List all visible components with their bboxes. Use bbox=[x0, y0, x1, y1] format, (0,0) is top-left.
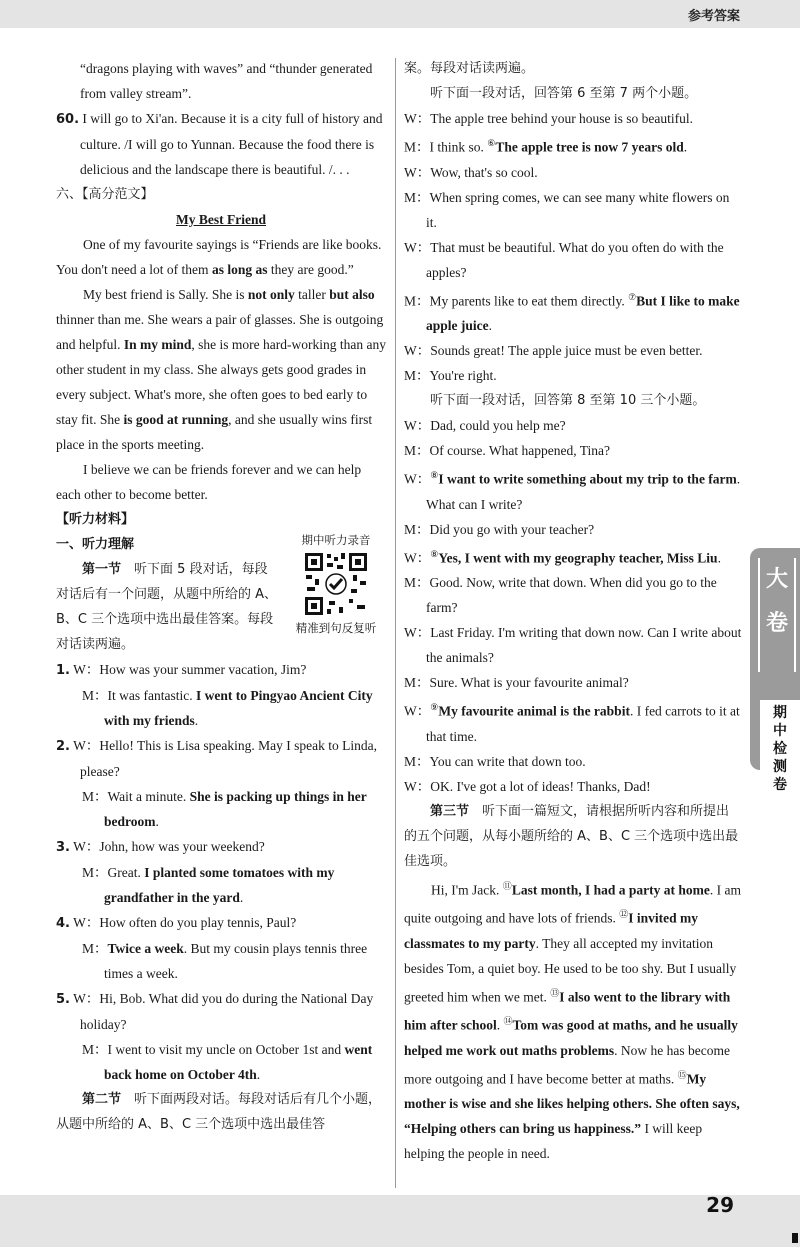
left-column bbox=[56, 56, 386, 1137]
side-tab bbox=[750, 548, 800, 793]
text: . bbox=[496, 1017, 504, 1033]
dialogue-line bbox=[404, 285, 742, 339]
page-number: 29 bbox=[706, 1193, 734, 1217]
part-2-instructions bbox=[56, 1087, 386, 1137]
text: M：I went to visit my uncle on October 1st and bbox=[82, 1042, 345, 1057]
text: . I am quite outgoing and have lots of friends. bbox=[404, 882, 741, 926]
text: W：That must be beautiful. What do you often do with the apples? bbox=[404, 239, 724, 280]
answer-key: She is packing up things in her bedroom bbox=[104, 789, 367, 829]
text: W：Last Friday. I'm writing that down now. Can I write about the animals? bbox=[404, 625, 742, 665]
dialogue-line bbox=[404, 695, 742, 749]
dialogue-line-m bbox=[56, 1037, 386, 1087]
item-number: 3. bbox=[56, 840, 70, 855]
text: . They all accepted my invitation besides Tom, a quiet boy. He used to be too shy. But I usually greeted him when we met. bbox=[404, 935, 737, 1004]
dialogue-line bbox=[404, 749, 742, 774]
answer-key: I want to write something about my trip to the farm bbox=[438, 471, 737, 487]
question-marker: ⑥ bbox=[487, 138, 496, 148]
dialogue-line bbox=[404, 517, 742, 542]
dialogue-1-instruction: 听下面一段对话，回答第 6 至第 7 两个小题。 bbox=[430, 86, 698, 101]
dialogue-line-w bbox=[56, 657, 386, 683]
text: W： bbox=[404, 550, 431, 565]
key-phrase: as long as bbox=[211, 262, 268, 277]
section-6-label: 六、【高分范文】 bbox=[56, 187, 154, 202]
text: W：Dad, could you help me? bbox=[404, 418, 566, 433]
question-60-text: I will go to Xi'an. Because it is a city full of history and culture. /I will go to Yunnan. Because the food there is delicious and the landscape there is beautiful. /. . . bbox=[80, 111, 383, 177]
dialogue-2 bbox=[404, 413, 742, 799]
answer-key: I invited my classmates to my party bbox=[404, 910, 698, 951]
list-item bbox=[56, 733, 386, 834]
text: W：Hi, Bob. What did you do during the National Day holiday? bbox=[73, 991, 374, 1032]
dialogue-line bbox=[404, 620, 742, 670]
side-tab-label bbox=[760, 700, 800, 824]
text: . bbox=[239, 890, 244, 905]
question-marker: ⑧ bbox=[430, 470, 439, 480]
dialogue-line-m bbox=[56, 784, 386, 834]
tab-char: 测 bbox=[773, 759, 787, 775]
dialogue-line-m bbox=[56, 860, 386, 910]
essay-paragraph-2 bbox=[56, 282, 386, 457]
dialogue-line bbox=[404, 185, 742, 235]
qr-caption-bottom: 精准到句反复听 bbox=[295, 621, 377, 635]
part-3-instructions bbox=[404, 799, 742, 874]
dialogue-line bbox=[404, 570, 742, 620]
question-marker: ⑮ bbox=[677, 1069, 687, 1080]
question-number: 60. bbox=[56, 112, 80, 127]
dialogue-line-m bbox=[56, 936, 386, 986]
text: thinner than me. She wears a pair of glasses. She is outgoing and helpful. bbox=[56, 312, 384, 352]
text: M：You're right. bbox=[404, 368, 497, 383]
text: M：When spring comes, we can see many white flowers on it. bbox=[404, 189, 730, 230]
answer-key: Tom was good at maths, and he usually helped me work out maths problems bbox=[404, 1017, 738, 1058]
text: W：Sounds great! The apple juice must be even better. bbox=[404, 343, 703, 358]
text: M：Did you go with your teacher? bbox=[404, 521, 595, 537]
text: M：My parents like to eat them directly. bbox=[404, 293, 629, 308]
tab-char: 大 bbox=[765, 567, 788, 592]
qr-caption-top: 期中听力录音 bbox=[301, 533, 371, 547]
listening-label: 【听力材料】 bbox=[56, 512, 135, 527]
tab-char: 卷 bbox=[773, 777, 787, 793]
text: Hi, I'm Jack. bbox=[431, 882, 503, 897]
item-number: 1. bbox=[56, 663, 70, 678]
answer-key: The apple tree is now 7 years old bbox=[495, 139, 684, 155]
header-title: 参考答案 bbox=[687, 9, 740, 24]
corner-mark bbox=[792, 1233, 798, 1243]
text: M：Good. Now, write that down. When did you go to the farm? bbox=[404, 575, 717, 615]
dialogue-line bbox=[404, 542, 742, 571]
text: W：How was your summer vacation, Jim? bbox=[73, 662, 307, 677]
text: taller bbox=[294, 287, 330, 302]
part-text: 听下面 5 段对话，每段对话后有一个问题，从题中所给的 A、B、C 三个选项中选出最佳答案。每段对话读两遍。 bbox=[56, 562, 278, 652]
answer-key: went back home on October 4th bbox=[104, 1042, 373, 1082]
text: W： bbox=[404, 471, 431, 487]
essay-title: My Best Friend bbox=[176, 212, 266, 227]
dialogue-list bbox=[56, 657, 386, 1087]
header-band bbox=[0, 0, 800, 28]
question-marker: ⑫ bbox=[619, 909, 629, 919]
question-marker: ⑨ bbox=[430, 702, 439, 712]
text: W：Wow, that's so cool. bbox=[404, 164, 538, 180]
list-item bbox=[56, 986, 386, 1087]
dialogue-line bbox=[404, 463, 742, 517]
dialogue-line bbox=[404, 363, 742, 388]
listening-passage bbox=[404, 874, 742, 1167]
item-number: 5. bbox=[56, 992, 70, 1007]
text: M：Sure. What is your favourite animal? bbox=[404, 675, 629, 690]
text: . bbox=[488, 318, 492, 333]
answer-key: My favourite animal is the rabbit bbox=[438, 703, 630, 719]
dialogue-2-instruction: 听下面一段对话，回答第 8 至第 10 三个小题。 bbox=[430, 393, 706, 408]
text: W：OK. I've got a lot of ideas! Thanks, Dad! bbox=[404, 778, 651, 794]
text: W： bbox=[404, 703, 431, 719]
part-name: 第二节 bbox=[82, 1092, 122, 1107]
text: I will keep helping the people in need. bbox=[404, 1121, 703, 1161]
answer-key: My mother is wise and she likes helping others. She often says, “Helping others can bring us happiness.” bbox=[404, 1071, 740, 1136]
qr-code-icon[interactable] bbox=[303, 551, 369, 617]
text: they are good.” bbox=[267, 262, 354, 277]
text: . bbox=[256, 1067, 261, 1082]
item-number: 4. bbox=[56, 916, 70, 931]
right-column bbox=[404, 56, 742, 1166]
answer-key: I went to Pingyao Ancient City with my friends bbox=[104, 688, 373, 728]
qr-block bbox=[286, 532, 386, 636]
text: . Now he has become more outgoing and I have become better at maths. bbox=[404, 1042, 730, 1086]
dialogue-line-m bbox=[56, 683, 386, 733]
answer-key: Last month, I had a party at home bbox=[511, 882, 710, 897]
text: , she is more hard-working than any other student in my class. She always gets good grades in every subject. What's more, she often goes to bed early to stay fit. She bbox=[56, 337, 386, 427]
question-marker: ⑦ bbox=[628, 291, 637, 302]
part-text: 听下面两段对话。每段对话后有几个小题，从题中所给的 A、B、C 三个选项中选出最佳答 bbox=[56, 1092, 382, 1132]
question-marker: ⑪ bbox=[502, 880, 512, 891]
text: One of my favourite sayings is “Friends are like books. You don't need a lot of them bbox=[56, 237, 382, 277]
text: My best friend is Sally. She is bbox=[83, 287, 248, 302]
section-1-label: 一、听力理解 bbox=[56, 537, 135, 552]
dialogue-line-w bbox=[56, 834, 386, 860]
question-marker: ⑭ bbox=[503, 1016, 513, 1026]
text: W：Hello! This is Lisa speaking. May I speak to Linda, please? bbox=[73, 738, 377, 779]
text: , and she usually wins first place in the sports meeting. bbox=[56, 412, 373, 452]
text: W：The apple tree behind your house is so beautiful. bbox=[404, 111, 694, 126]
answer-key: I planted some tomatoes with my grandfather in the yard bbox=[104, 865, 335, 905]
answer-key: But I like to make apple juice bbox=[426, 293, 740, 333]
text: M：You can write that down too. bbox=[404, 753, 586, 769]
essay-paragraph-1 bbox=[56, 232, 386, 282]
question-60 bbox=[56, 106, 386, 182]
dialogue-line bbox=[404, 413, 742, 438]
part-text: 听下面一篇短文，请根据所听内容和所提出的五个问题，从每小题所给的 A、B、C 三个选项中选出最佳选项。 bbox=[404, 803, 739, 869]
dialogue-line bbox=[404, 131, 742, 160]
dialogue-line bbox=[404, 235, 742, 285]
dialogue-line-w bbox=[56, 986, 386, 1037]
dialogue-line bbox=[404, 438, 742, 463]
answer-key: Yes, I went with my geography teacher, Miss Liu bbox=[438, 550, 718, 565]
tab-char: 卷 bbox=[765, 611, 788, 636]
column-divider bbox=[395, 58, 396, 1188]
list-item bbox=[56, 910, 386, 986]
side-tab-title bbox=[758, 558, 796, 672]
text: M：Of course. What happened, Tina? bbox=[404, 443, 610, 458]
dialogue-line bbox=[404, 106, 742, 131]
text: M：Great. bbox=[82, 865, 145, 880]
text: . bbox=[717, 550, 721, 565]
key-phrase: but also bbox=[329, 287, 375, 302]
question-marker: ⑬ bbox=[550, 987, 560, 998]
dialogue-line bbox=[404, 670, 742, 695]
key-phrase: In my mind bbox=[123, 337, 192, 352]
tab-char: 期 bbox=[773, 705, 787, 721]
key-phrase: is good at running bbox=[123, 412, 229, 427]
answer-key: I also went to the library with him after school bbox=[404, 989, 731, 1033]
tab-char: 中 bbox=[773, 723, 787, 739]
dialogue-line bbox=[404, 338, 742, 363]
continued-line: “dragons playing with waves” and “thunder generated from valley stream”. bbox=[80, 61, 373, 101]
text: . bbox=[155, 814, 159, 829]
tab-char: 检 bbox=[773, 741, 787, 757]
text: . I fed carrots to it at that time. bbox=[426, 703, 740, 744]
text: W：How often do you play tennis, Paul? bbox=[73, 915, 297, 930]
text: . bbox=[194, 713, 199, 728]
footer-band bbox=[0, 1195, 800, 1247]
item-number: 2. bbox=[56, 739, 70, 754]
list-item bbox=[56, 834, 386, 910]
text: W：John, how was your weekend? bbox=[73, 839, 265, 854]
text: M： bbox=[82, 941, 108, 956]
text: M：It was fantastic. bbox=[82, 688, 196, 703]
dialogue-line-w bbox=[56, 910, 386, 936]
answer-key: Twice a week bbox=[107, 941, 184, 956]
question-marker: ⑧ bbox=[430, 548, 439, 559]
dialogue-line-w bbox=[56, 733, 386, 784]
list-item bbox=[56, 657, 386, 733]
dialogue-line bbox=[404, 160, 742, 185]
continued-line: 案。每段对话读两遍。 bbox=[404, 61, 535, 76]
text: . But my cousin plays tennis three times a week. bbox=[104, 941, 368, 981]
text: M：I think so. bbox=[404, 139, 488, 155]
text: M：Wait a minute. bbox=[82, 789, 190, 804]
text: . bbox=[683, 139, 688, 155]
text: . What can I write? bbox=[426, 471, 741, 512]
part-name: 第一节 bbox=[82, 562, 122, 577]
essay-paragraph-3: I believe we can be friends forever and we can help each other to become better. bbox=[56, 462, 362, 502]
key-phrase: not only bbox=[247, 287, 295, 302]
dialogue-1 bbox=[404, 106, 742, 388]
dialogue-line bbox=[404, 774, 742, 799]
part-name: 第三节 bbox=[430, 803, 470, 819]
